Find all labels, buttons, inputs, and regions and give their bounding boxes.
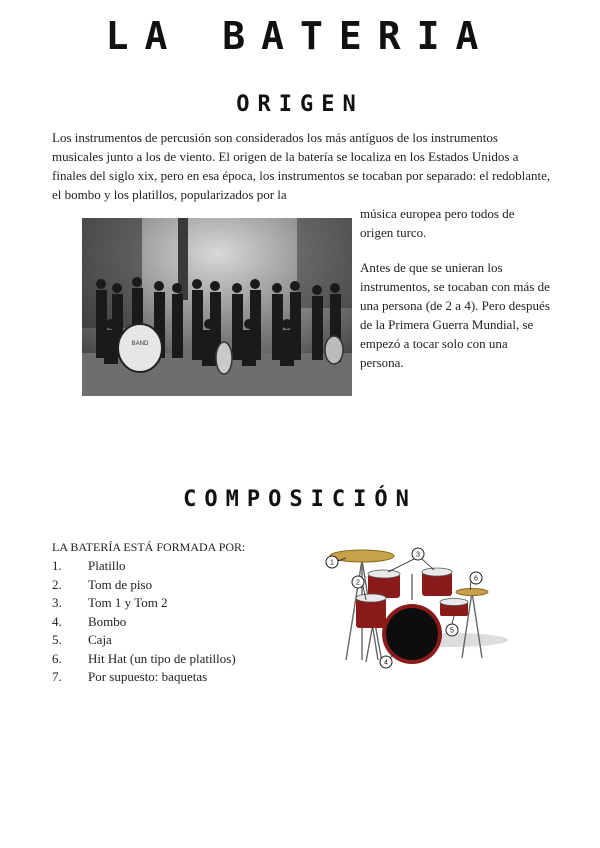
list-item-label: Tom 1 y Tom 2	[88, 595, 168, 610]
drum-parts-list	[52, 557, 236, 687]
list-item: 1. Platillo	[52, 558, 126, 573]
list-item-label: Por supuesto: baquetas	[88, 669, 208, 684]
bass-drum-inscription: BAND	[131, 341, 149, 347]
list-item-label: Hit Hat (un tipo de platillos)	[88, 650, 236, 666]
hihat-shape	[456, 589, 488, 596]
marching-band-photo	[82, 218, 352, 396]
drum-kit-diagram	[322, 540, 512, 670]
origen-paragraph-1: Los instrumentos de percusión son considerados los más antíguos de los instrumentos musicales junto a los de viento. El origen de la batería se localiza en los Estados Unidos a finales del siglo xix, pero en esa época, los instrumentos se tocaban por separado: el redoblante, el bombo y los platillos, popularizados por la	[52, 130, 551, 202]
list-item: 2. Tom de piso	[52, 576, 153, 592]
marker-label: 4	[384, 659, 388, 667]
origen-paragraph-1-continued: música europea pero todos de origen turco.	[360, 206, 515, 240]
marker-label: 1	[330, 559, 334, 567]
origen-paragraph-2: Antes de que se unieran los instrumentos, se tocaban con más de una persona (de 2 a 4). Pero después de la Primera Guerra Mundial, se empezó a tocar solo con una persona.	[360, 260, 550, 370]
list-item: 4. Bombo	[52, 613, 127, 629]
page-title: LA BATERIA	[105, 14, 495, 58]
marker-label: 3	[416, 551, 420, 559]
list-item: 5. Caja	[52, 632, 112, 647]
list-item: 6. Hit Hat (un tipo de platillos)	[52, 650, 236, 666]
composition-lead-text: LA BATERÍA ESTÁ FORMADA POR:	[52, 540, 246, 554]
list-item: 3. Tom 1 y Tom 2	[52, 595, 168, 610]
list-item-label: Caja	[88, 632, 112, 647]
marker-label: 2	[356, 579, 360, 587]
section-heading-composicion: COMPOSICIÓN	[183, 487, 417, 512]
list-item-label: Platillo	[88, 558, 126, 573]
list-item: 7. Por supuesto: baquetas	[52, 669, 208, 684]
floor-tom-shape	[356, 598, 386, 628]
list-item-label: Bombo	[88, 613, 127, 629]
marker-label: 5	[450, 627, 454, 635]
list-item-label: Tom de piso	[88, 576, 153, 592]
marker-label: 6	[474, 575, 478, 583]
section-heading-origen: ORIGEN	[236, 92, 364, 117]
